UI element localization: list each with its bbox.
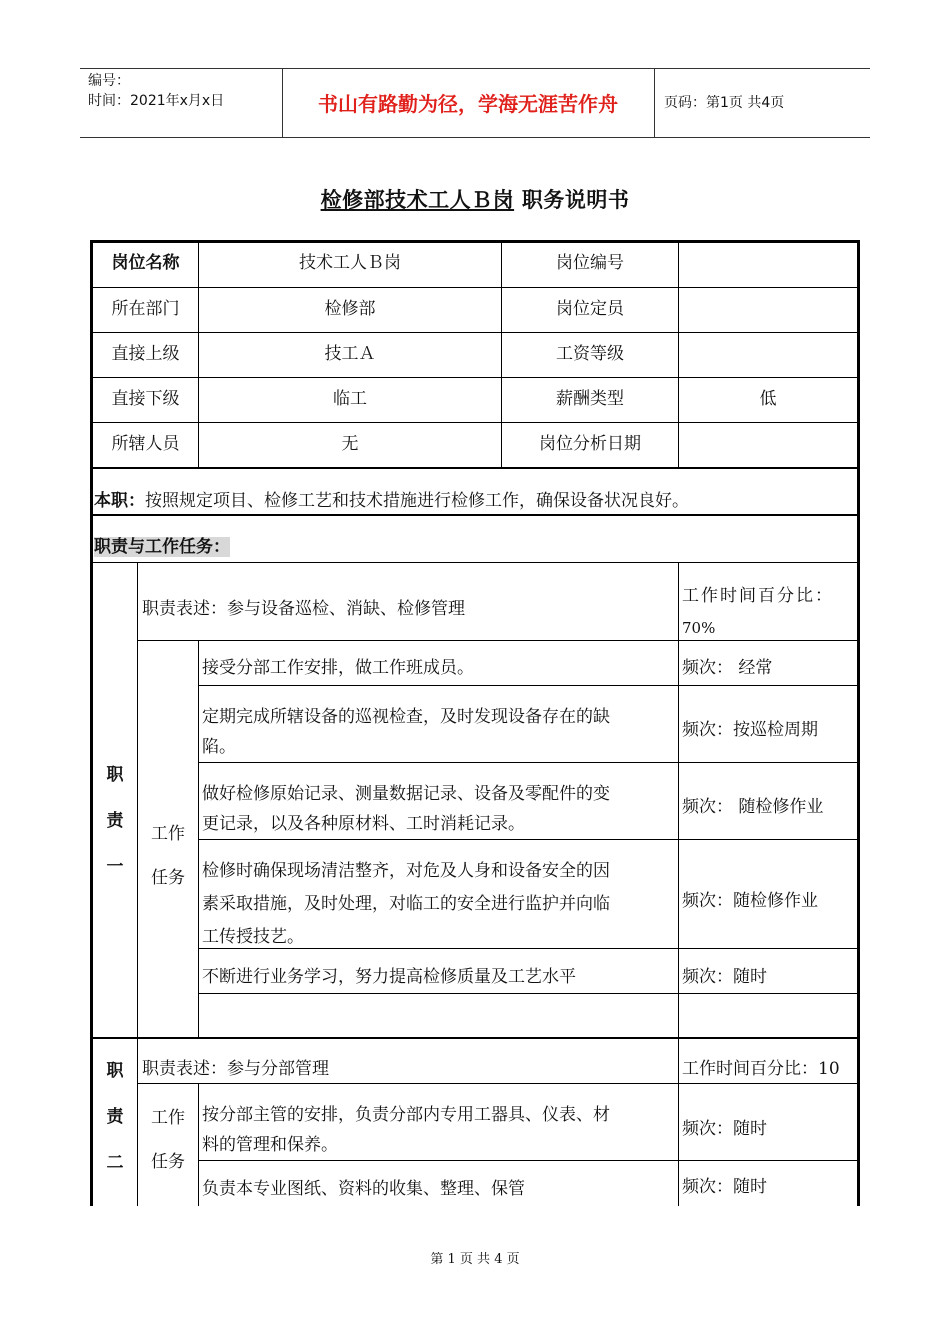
- duty-1-task: 做好检修原始记录、测量数据记录、设备及零配件的变 更记录，以及各种原材料、工时消耗记录。: [202, 784, 610, 834]
- col-divider: [678, 240, 679, 468]
- info-label: 薪酬类型: [556, 389, 624, 409]
- info-label: 岗位定员: [556, 299, 624, 319]
- page-footer: 第 1 页 共 4 页: [430, 1252, 520, 1267]
- duty-2-description: 职责表述：参与分部管理: [142, 1059, 329, 1079]
- duty-2-task-label: 工作 任务: [151, 1108, 185, 1172]
- duties-header: 职责与工作任务：: [94, 537, 230, 557]
- page-header: [80, 68, 870, 138]
- info-value: 低: [759, 389, 777, 409]
- code-label: 编号：: [88, 73, 130, 89]
- job-description-table: [90, 240, 860, 1206]
- row-divider: [198, 1160, 860, 1161]
- duty-summary-label: 本职：: [94, 491, 145, 511]
- row-divider: [90, 1037, 860, 1039]
- info-value: 检修部: [324, 299, 376, 319]
- row-divider: [137, 1083, 860, 1084]
- duty-1-task: 检修时确保现场清洁整齐，对危及人身和设备安全的因 素采取措施，及时处理，对临工的安全进行监护并向临 工传授技艺。: [202, 861, 610, 947]
- time-label: 时间：2021年x月x日: [88, 93, 225, 109]
- duty-1-task-freq: 频次：随检修作业: [682, 891, 818, 911]
- duty-1-task-label: 工作 任务: [151, 824, 185, 888]
- info-label: 直接上级: [111, 344, 180, 364]
- row-divider: [90, 287, 860, 288]
- row-divider: [198, 993, 860, 994]
- row-divider: [90, 514, 860, 516]
- duty-1-task-freq: 频次： 经常: [682, 658, 773, 678]
- row-divider: [90, 422, 860, 423]
- duty-2-task: 按分部主管的安排，负责分部内专用工器具、仪表、材 料的管理和保养。: [202, 1105, 610, 1155]
- info-label: 工资等级: [556, 344, 624, 364]
- info-value: 技工Ａ: [324, 344, 376, 364]
- duty-2-label: 职 责 二: [106, 1061, 124, 1173]
- row-divider: [90, 377, 860, 378]
- header-divider: [654, 69, 655, 137]
- row-divider: [90, 562, 860, 563]
- info-label: 所辖人员: [111, 434, 180, 454]
- duty-1-description: 职责表述：参与设备巡检、消缺、检修管理: [142, 599, 465, 619]
- duty-1-task-freq: 频次：随时: [682, 967, 767, 987]
- row-divider: [198, 685, 860, 686]
- info-label: 直接下级: [111, 389, 180, 409]
- duty-1-task: 不断进行业务学习，努力提高检修质量及工艺水平: [202, 967, 576, 987]
- info-value: 临工: [333, 389, 367, 409]
- duty-summary: [94, 488, 854, 514]
- duty-summary-text: 按照规定项目、检修工艺和技术措施进行检修工作，确保设备状况良好。: [145, 491, 689, 511]
- duty-1-task-freq: 频次： 随检修作业: [682, 797, 824, 817]
- info-label: 岗位编号: [556, 253, 624, 273]
- col-divider: [678, 562, 679, 1206]
- row-divider: [198, 839, 860, 840]
- table-border: [857, 240, 860, 1206]
- col-divider: [198, 1083, 199, 1206]
- duty-1-time-percent: 工作时间百分比： 70%: [682, 586, 834, 637]
- duty-2-time-percent: 工作时间百分比：10: [682, 1059, 840, 1079]
- header-motto: 书山有路勤为径，学海无涯苦作舟: [318, 92, 618, 116]
- title-main: 检修部技术工人Ｂ岗: [320, 188, 515, 212]
- info-value: 技术工人Ｂ岗: [299, 253, 401, 273]
- title-suffix: 职务说明书: [514, 188, 630, 212]
- document-title: [0, 184, 950, 214]
- row-divider: [198, 762, 860, 763]
- duty-1-label: 职 责 一: [106, 765, 124, 877]
- duty-1-task: 接受分部工作安排，做工作班成员。: [202, 658, 474, 678]
- duty-2-task-freq: 频次：随时: [682, 1177, 767, 1197]
- info-value: 无: [341, 434, 359, 454]
- duty-1-task-freq: 频次：按巡检周期: [682, 720, 818, 740]
- info-label: 岗位分析日期: [539, 434, 641, 454]
- info-label: 所在部门: [111, 299, 180, 319]
- header-page-info: 页码：第1页 共4页: [664, 95, 785, 111]
- row-divider: [90, 332, 860, 333]
- duty-1-task: 定期完成所辖设备的巡视检查，及时发现设备存在的缺 陷。: [202, 707, 610, 757]
- duty-2-task: 负责本专业图纸、资料的收集、整理、保管: [202, 1179, 525, 1199]
- table-border: [90, 240, 860, 243]
- info-label: 岗位名称: [111, 253, 180, 273]
- duty-2-task-freq: 频次：随时: [682, 1119, 767, 1139]
- header-meta: [88, 71, 278, 111]
- row-divider: [90, 467, 860, 469]
